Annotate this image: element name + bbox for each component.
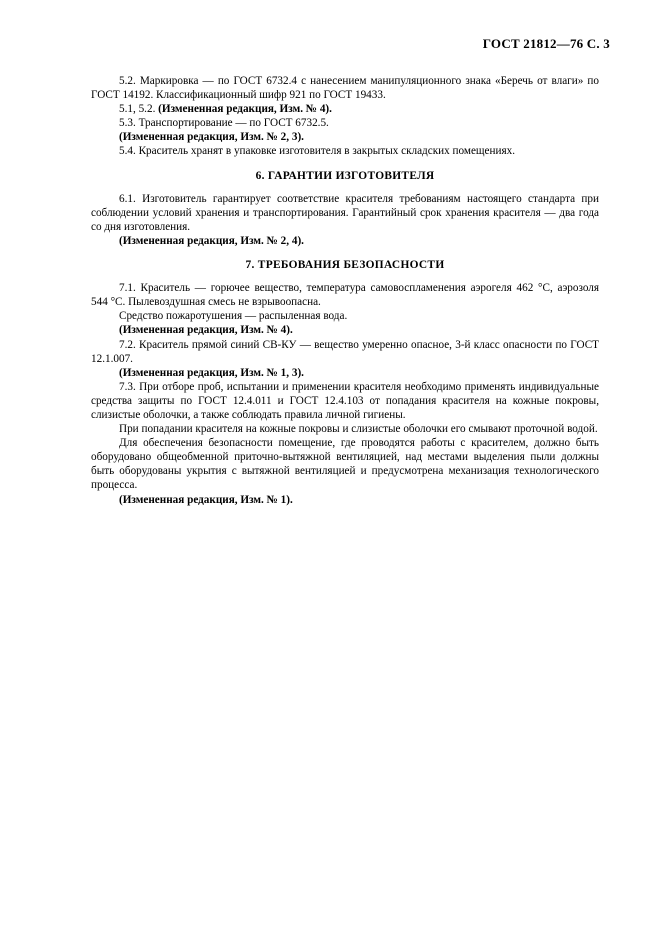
- paragraph-skin-contact: При попадании красителя на кожные покровы и слизистые оболочки его смывают проточной водой.: [119, 423, 598, 436]
- amendment-ref: 5.1, 5.2.: [119, 103, 159, 116]
- section-heading-6: 6. ГАРАНТИИ ИЗГОТОВИТЕЛЯ: [255, 169, 435, 182]
- amendment-note: (Измененная редакция, Изм. № 1, 3).: [119, 366, 304, 379]
- amendment-note: (Измененная редакция, Изм. № 2, 4).: [119, 234, 304, 247]
- paragraph-5-4: 5.4. Краситель хранят в упаковке изготовителя в закрытых складских помещениях.: [119, 145, 516, 158]
- amendment-note: (Измененная редакция, Изм. № 4).: [158, 103, 332, 116]
- amendment-note: (Измененная редакция, Изм. № 4).: [119, 324, 293, 337]
- paragraph-5-3: 5.3. Транспортирование — по ГОСТ 6732.5.: [119, 117, 329, 130]
- paragraph-5-1-5-2-amendment: [91, 102, 599, 116]
- paragraph-7-1: 7.1. Краситель — горючее вещество, температура самовоспламенения аэрогеля 462 °С, аэрозоля 544 °С. Пылевоздушная смесь не взрывоопасна.: [91, 282, 599, 309]
- page-header-title: ГОСТ 21812—76 С. 3: [482, 36, 610, 51]
- paragraph-7-2: 7.2. Краситель прямой синий СВ-КУ — вещество умеренно опасное, 3-й класс опасности по ГОСТ 12.1.007.: [91, 338, 599, 365]
- amendment-note: (Измененная редакция, Изм. № 2, 3).: [119, 131, 304, 144]
- paragraph-5-2: 5.2. Маркировка — по ГОСТ 6732.4 с нанесением манипуляционного знака «Беречь от влаги» по ГОСТ 14192. Классификационный шифр 921 по ГОСТ 19433.: [91, 75, 599, 102]
- amendment-note: (Измененная редакция, Изм. № 1).: [119, 493, 293, 506]
- paragraph-7-3: 7.3. При отборе проб, испытании и применении красителя необходимо применять индивидуальные средства защиты по ГОСТ 12.4.011 и ГОСТ 12.4.103 от попадания красителя на кожные покровы, слизистые оболочки, а также соблюдать правила личной гигиены.: [91, 380, 599, 421]
- section-heading-7: 7. ТРЕБОВАНИЯ БЕЗОПАСНОСТИ: [245, 259, 445, 272]
- paragraph-extinguishing: Средство пожаротушения — распыленная вода.: [119, 310, 348, 323]
- paragraph-6-1: 6.1. Изготовитель гарантирует соответствие красителя требованиям настоящего стандарта при соблюдении условий хранения и транспортирования. Гарантийный срок хранения красителя — два года со дня изготовления.: [91, 192, 599, 233]
- document-body: [91, 74, 599, 507]
- paragraph-ventilation: Для обеспечения безопасности помещение, где проводятся работы с красителем, должно быть оборудовано общеобменной приточно-вытяжной вентиляцией, над местами выделения пыли должны быть оборудованы укрытия с вытяжной вентиляцией и предусмотрена механизация технологического процесса.: [91, 437, 599, 492]
